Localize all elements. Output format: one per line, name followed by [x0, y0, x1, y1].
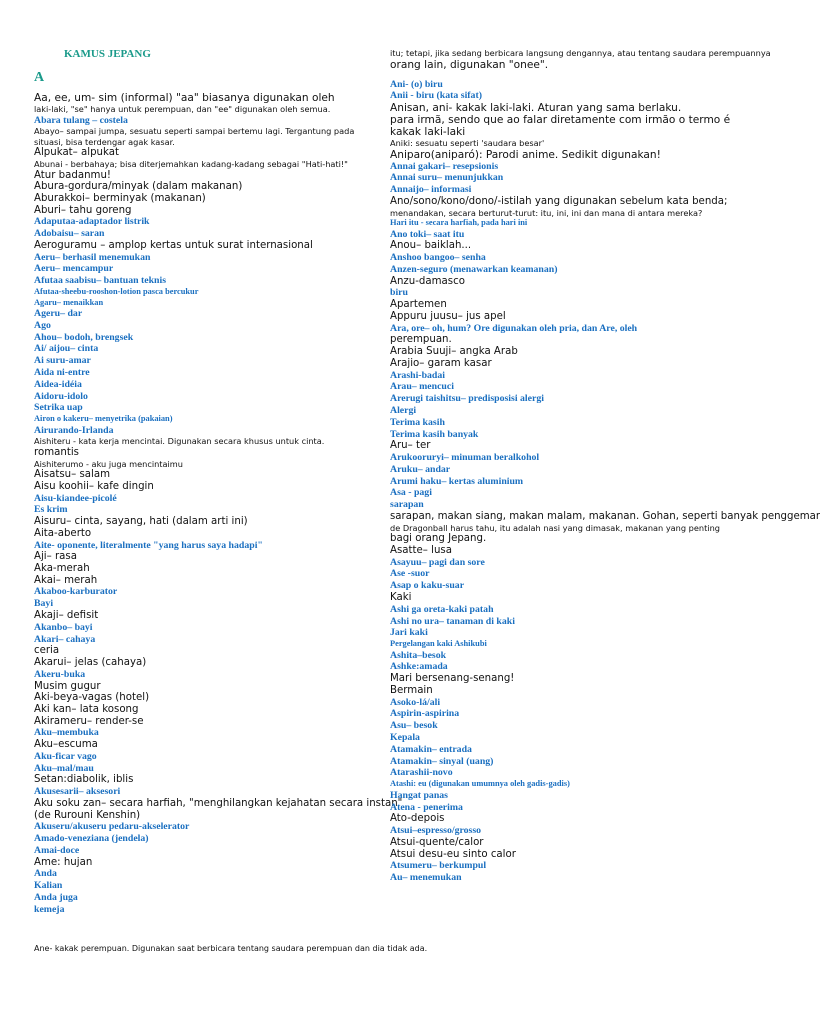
dictionary-text: Bermain: [390, 684, 433, 696]
dictionary-text: Ame: hujan: [34, 856, 93, 868]
dictionary-text: Aishiterumo - aku juga mencintaimu: [34, 458, 183, 469]
dictionary-text: Aeroguramu – amplop kertas untuk surat internasional: [34, 239, 313, 251]
dictionary-text: Aburakkoi– berminyak (makanan): [34, 192, 206, 204]
dictionary-text: perempuan.: [390, 334, 452, 346]
dictionary-text: Asatte– lusa: [390, 544, 452, 556]
dictionary-text: Arabia Suuji– angka Arab: [390, 346, 518, 358]
dictionary-headword: Anzen-seguro (menawarkan keamanan): [390, 263, 558, 275]
dictionary-headword: Arerugi taishitsu– predisposisi alergi: [390, 393, 544, 405]
dictionary-text: Atsui-quente/calor: [390, 836, 484, 848]
section-letter: A: [34, 70, 45, 85]
dictionary-text: Anisan, ani- kakak laki-laki. Aturan yang sama berlaku.: [390, 102, 682, 115]
dictionary-headword: Atsui–espresso/grosso: [390, 825, 482, 837]
dictionary-headword: Aku–mal/mau: [34, 762, 94, 774]
dictionary-headword: Asayuu– pagi dan sore: [390, 556, 485, 568]
dictionary-headword: Ago: [34, 319, 51, 331]
dictionary-headword: Airon o kakeru– menyetrika (pakaian): [34, 414, 173, 424]
dictionary-headword: Terima kasih banyak: [390, 428, 479, 440]
dictionary-text: Aisu koohii– kafe dingin: [34, 480, 154, 492]
dictionary-text: de Dragonball harus tahu, itu adalah nasi yang dimasak, makanan yang penting: [390, 522, 720, 533]
dictionary-text: laki-laki, "se" hanya untuk perempuan, dan "ee" digunakan oleh semua.: [34, 104, 331, 114]
dictionary-text: Aji– rasa: [34, 551, 77, 563]
dictionary-headword: Ase -suor: [390, 568, 430, 580]
dictionary-headword: Bayi: [34, 598, 54, 610]
dictionary-text: Aka-merah: [34, 563, 90, 575]
dictionary-headword: Agaru– menaikkan: [34, 297, 104, 307]
dictionary-text: Setan:diabolik, iblis: [34, 774, 134, 786]
dictionary-text: Aburi– tahu goreng: [34, 204, 132, 216]
dictionary-headword: Ageru– dar: [34, 308, 83, 319]
dictionary-headword: Akanbo– bayi: [34, 621, 93, 633]
dictionary-headword: Annaijo– informasi: [390, 184, 472, 196]
dictionary-headword: Atsumeru– berkumpul: [390, 860, 487, 872]
dictionary-text: (de Rurouni Kenshin): [34, 809, 141, 821]
dictionary-text: Aru– ter: [390, 440, 431, 452]
dictionary-headword: Ara, ore– oh, hum? Ore digunakan oleh pria, dan Are, oleh: [390, 322, 638, 334]
dictionary-headword: kemeja: [34, 903, 65, 915]
dictionary-headword: Anda: [34, 868, 57, 880]
dictionary-headword: Aite- oponente, literalmente "yang harus saya hadapi": [34, 539, 263, 551]
dictionary-headword: Asap o kaku-suar: [390, 580, 465, 592]
dictionary-headword: biru: [390, 287, 408, 299]
dictionary-headword: Arukooruryi– minuman beralkohol: [390, 452, 540, 464]
dictionary-text: ceria: [34, 645, 60, 657]
dictionary-headword: Aruku– andar: [390, 463, 451, 475]
dictionary-text: Atsui desu-eu sinto calor: [390, 848, 516, 860]
dictionary-text: Ano/sono/kono/dono/-istilah yang digunakan sebelum kata benda;: [390, 195, 728, 207]
dictionary-text: Abunai - berbahaya; bisa diterjemahkan kadang-kadang sebagai "Hati-hati!": [34, 159, 348, 169]
dictionary-headword: Ai suru-amar: [34, 355, 91, 367]
dictionary-headword: Akuseru/akuseru pedaru-akselerator: [34, 821, 190, 833]
dictionary-text: Musim gugur: [34, 680, 101, 692]
dictionary-headword: Asoko-lá/ali: [390, 696, 441, 708]
dictionary-headword: Annai suru– menunjukkan: [390, 172, 504, 184]
right-column: [390, 0, 820, 884]
dictionary-text: Appuru juusu– jus apel: [390, 310, 506, 322]
dictionary-headword: Amado-veneziana (jendela): [34, 833, 149, 845]
dictionary-headword: Kepala: [390, 732, 420, 744]
dictionary-text: Apartemen: [390, 299, 447, 311]
dictionary-text: Aisatsu– salam: [34, 469, 110, 481]
dictionary-headword: Annai gakari– resepsionis: [390, 160, 499, 172]
dictionary-headword: Afutaa saabisu– bantuan teknis: [34, 275, 167, 287]
dictionary-headword: Ashi no ura– tanaman di kaki: [390, 615, 515, 627]
dictionary-text: romantis: [34, 446, 79, 458]
dictionary-text: Anou– baiklah...: [390, 240, 472, 252]
dictionary-headword: Aidea-idéia: [34, 378, 82, 390]
dictionary-text: Kaki: [390, 592, 412, 604]
dictionary-headword: Atashi: eu (digunakan umumnya oleh gadis-gadis): [390, 779, 570, 789]
dictionary-headword: Aeru– berhasil menemukan: [34, 251, 151, 263]
dictionary-text: Anzu-damasco: [390, 275, 465, 287]
dictionary-headword: Pergelangan kaki Ashikubi: [390, 639, 487, 649]
dictionary-headword: Amai-doce: [34, 844, 80, 856]
dictionary-headword: Atarashii-novo: [390, 767, 453, 779]
dictionary-headword: Akeru-buka: [34, 668, 86, 680]
dictionary-headword: Akari– cahaya: [34, 633, 96, 645]
dictionary-headword: Asa - pagi: [390, 487, 432, 499]
dictionary-text: Akaji– defisit: [34, 610, 99, 622]
dictionary-headword: Aku-ficar vago: [34, 750, 97, 762]
dictionary-headword: Aku–membuka: [34, 727, 99, 739]
footnote: Ane- kakak perempuan. Digunakan saat berbicara tentang saudara perempuan dan dia tidak ada.: [34, 944, 428, 953]
dictionary-headword: Akaboo-karburator: [34, 586, 118, 598]
dictionary-headword: Ashita–besok: [390, 649, 447, 661]
right-entry-list: [390, 48, 820, 884]
dictionary-headword: Airurando-Irlanda: [34, 424, 114, 436]
dictionary-headword: Hari itu - secara harfiah, pada hari ini: [390, 218, 528, 228]
dictionary-text: Atur badanmu!: [34, 169, 112, 181]
document-title: KAMUS JEPANG: [64, 48, 151, 60]
dictionary-text: situasi, bisa terdengar agak kasar.: [34, 136, 175, 147]
dictionary-text: Aku–escuma: [34, 739, 98, 751]
dictionary-headword: Atena - penerima: [390, 801, 463, 813]
dictionary-text: Aku soku zan– secara harfiah, "menghilangkan kejahatan secara instan": [34, 797, 403, 809]
dictionary-text: sarapan, makan siang, makan malam, makanan. Gohan, seperti banyak penggemar: [390, 511, 820, 523]
dictionary-headword: Atamakin– entrada: [390, 743, 472, 755]
dictionary-headword: Atamakin– sinyal (uang): [390, 755, 494, 767]
dictionary-headword: Hangat panas: [390, 789, 448, 801]
dictionary-text: Aki-beya-vagas (hotel): [34, 692, 150, 704]
dictionary-text: Aa, ee, um- sim (informal) "aa" biasanya digunakan oleh: [34, 92, 335, 104]
dictionary-headword: Aida ni-entre: [34, 366, 90, 378]
dictionary-text: Alpukat– alpukat: [34, 147, 119, 159]
dictionary-text: Aita-aberto: [34, 527, 92, 539]
dictionary-text: Abura-gordura/minyak (dalam makanan): [34, 181, 243, 193]
dictionary-text: Akirameru– render-se: [34, 715, 144, 727]
dictionary-headword: Alergi: [390, 404, 417, 416]
dictionary-text: itu; tetapi, jika sedang berbicara langsung dengannya, atau tentang saudara perempuannya: [390, 48, 771, 58]
dictionary-headword: Arashi-badai: [390, 369, 445, 381]
dictionary-text: kakak laki-laki: [390, 126, 466, 139]
dictionary-headword: Afutaa-sheebu-rooshon-lotion pasca bercukur: [34, 287, 199, 296]
dictionary-headword: Aeru– mencampur: [34, 263, 114, 275]
dictionary-headword: Anda juga: [34, 892, 78, 904]
dictionary-headword: Au– menemukan: [390, 872, 462, 884]
dictionary-headword: Jari kaki: [390, 627, 428, 639]
dictionary-headword: Kalian: [34, 880, 63, 892]
dictionary-text: Aniki: sesuatu seperti 'saudara besar': [390, 138, 545, 149]
dictionary-headword: Asu– besok: [390, 720, 438, 732]
spacer: [390, 71, 766, 79]
dictionary-headword: Terima kasih: [390, 416, 445, 428]
dictionary-text: Aisuru– cinta, sayang, hati (dalam arti ini): [34, 516, 248, 528]
dictionary-text: Mari bersenang-senang!: [390, 673, 515, 685]
dictionary-text: Ato-depois: [390, 813, 445, 825]
dictionary-headword: Arumi haku– kertas aluminium: [390, 475, 524, 487]
dictionary-headword: Ashi ga oreta-kaki patah: [390, 603, 494, 615]
dictionary-headword: Es krim: [34, 504, 68, 516]
dictionary-headword: Akusesarii– aksesori: [34, 786, 121, 798]
dictionary-headword: Ashke:amada: [390, 661, 448, 673]
dictionary-headword: Setrika uap: [34, 402, 83, 414]
dictionary-text: Akarui– jelas (cahaya): [34, 657, 147, 669]
dictionary-headword: Abara tulang – costela: [34, 114, 128, 126]
dictionary-text: Aishiteru - kata kerja mencintai. Digunakan secara khusus untuk cinta.: [34, 436, 325, 447]
dictionary-headword: Anii - biru (kata sifat): [390, 90, 482, 102]
dictionary-headword: Arau– mencuci: [390, 381, 454, 393]
dictionary-headword: Adobaisu– saran: [34, 228, 105, 240]
dictionary-headword: Ano toki– saat itu: [390, 228, 465, 240]
dictionary-headword: Aspirin-aspirina: [390, 708, 460, 720]
dictionary-text: bagi orang Jepang.: [390, 533, 487, 545]
dictionary-text: Aniparo(aniparó): Parodi anime. Sedikit digunakan!: [390, 148, 661, 161]
dictionary-text: Abayo– sampai jumpa, sesuatu seperti sampai bertemu lagi. Tergantung pada: [34, 126, 355, 137]
dictionary-text: Akai– merah: [34, 574, 98, 586]
dictionary-headword: Ai/ aijou– cinta: [34, 343, 99, 355]
dictionary-headword: Adaputaa-adaptador listrik: [34, 216, 150, 228]
dictionary-headword: Ahou– bodoh, brengsek: [34, 331, 134, 343]
dictionary-text: menandakan, secara berturut-turut: itu, ini, ini dan mana di antara mereka?: [390, 207, 703, 218]
dictionary-text: orang lain, digunakan "onee".: [390, 58, 549, 71]
dictionary-text: Aki kan– lata kosong: [34, 703, 139, 715]
dictionary-text: para irmã, sendo que ao falar diretamente com irmão o termo é: [390, 114, 731, 127]
dictionary-text: Arajio– garam kasar: [390, 357, 492, 369]
dictionary-headword: sarapan: [390, 499, 424, 511]
dictionary-headword: Anshoo bangoo– senha: [390, 252, 486, 264]
dictionary-headword: Aisu-kiandee-picolé: [34, 492, 117, 504]
dictionary-headword: Ani- (o) biru: [390, 78, 443, 90]
dictionary-headword: Aidoru-idolo: [34, 390, 88, 402]
